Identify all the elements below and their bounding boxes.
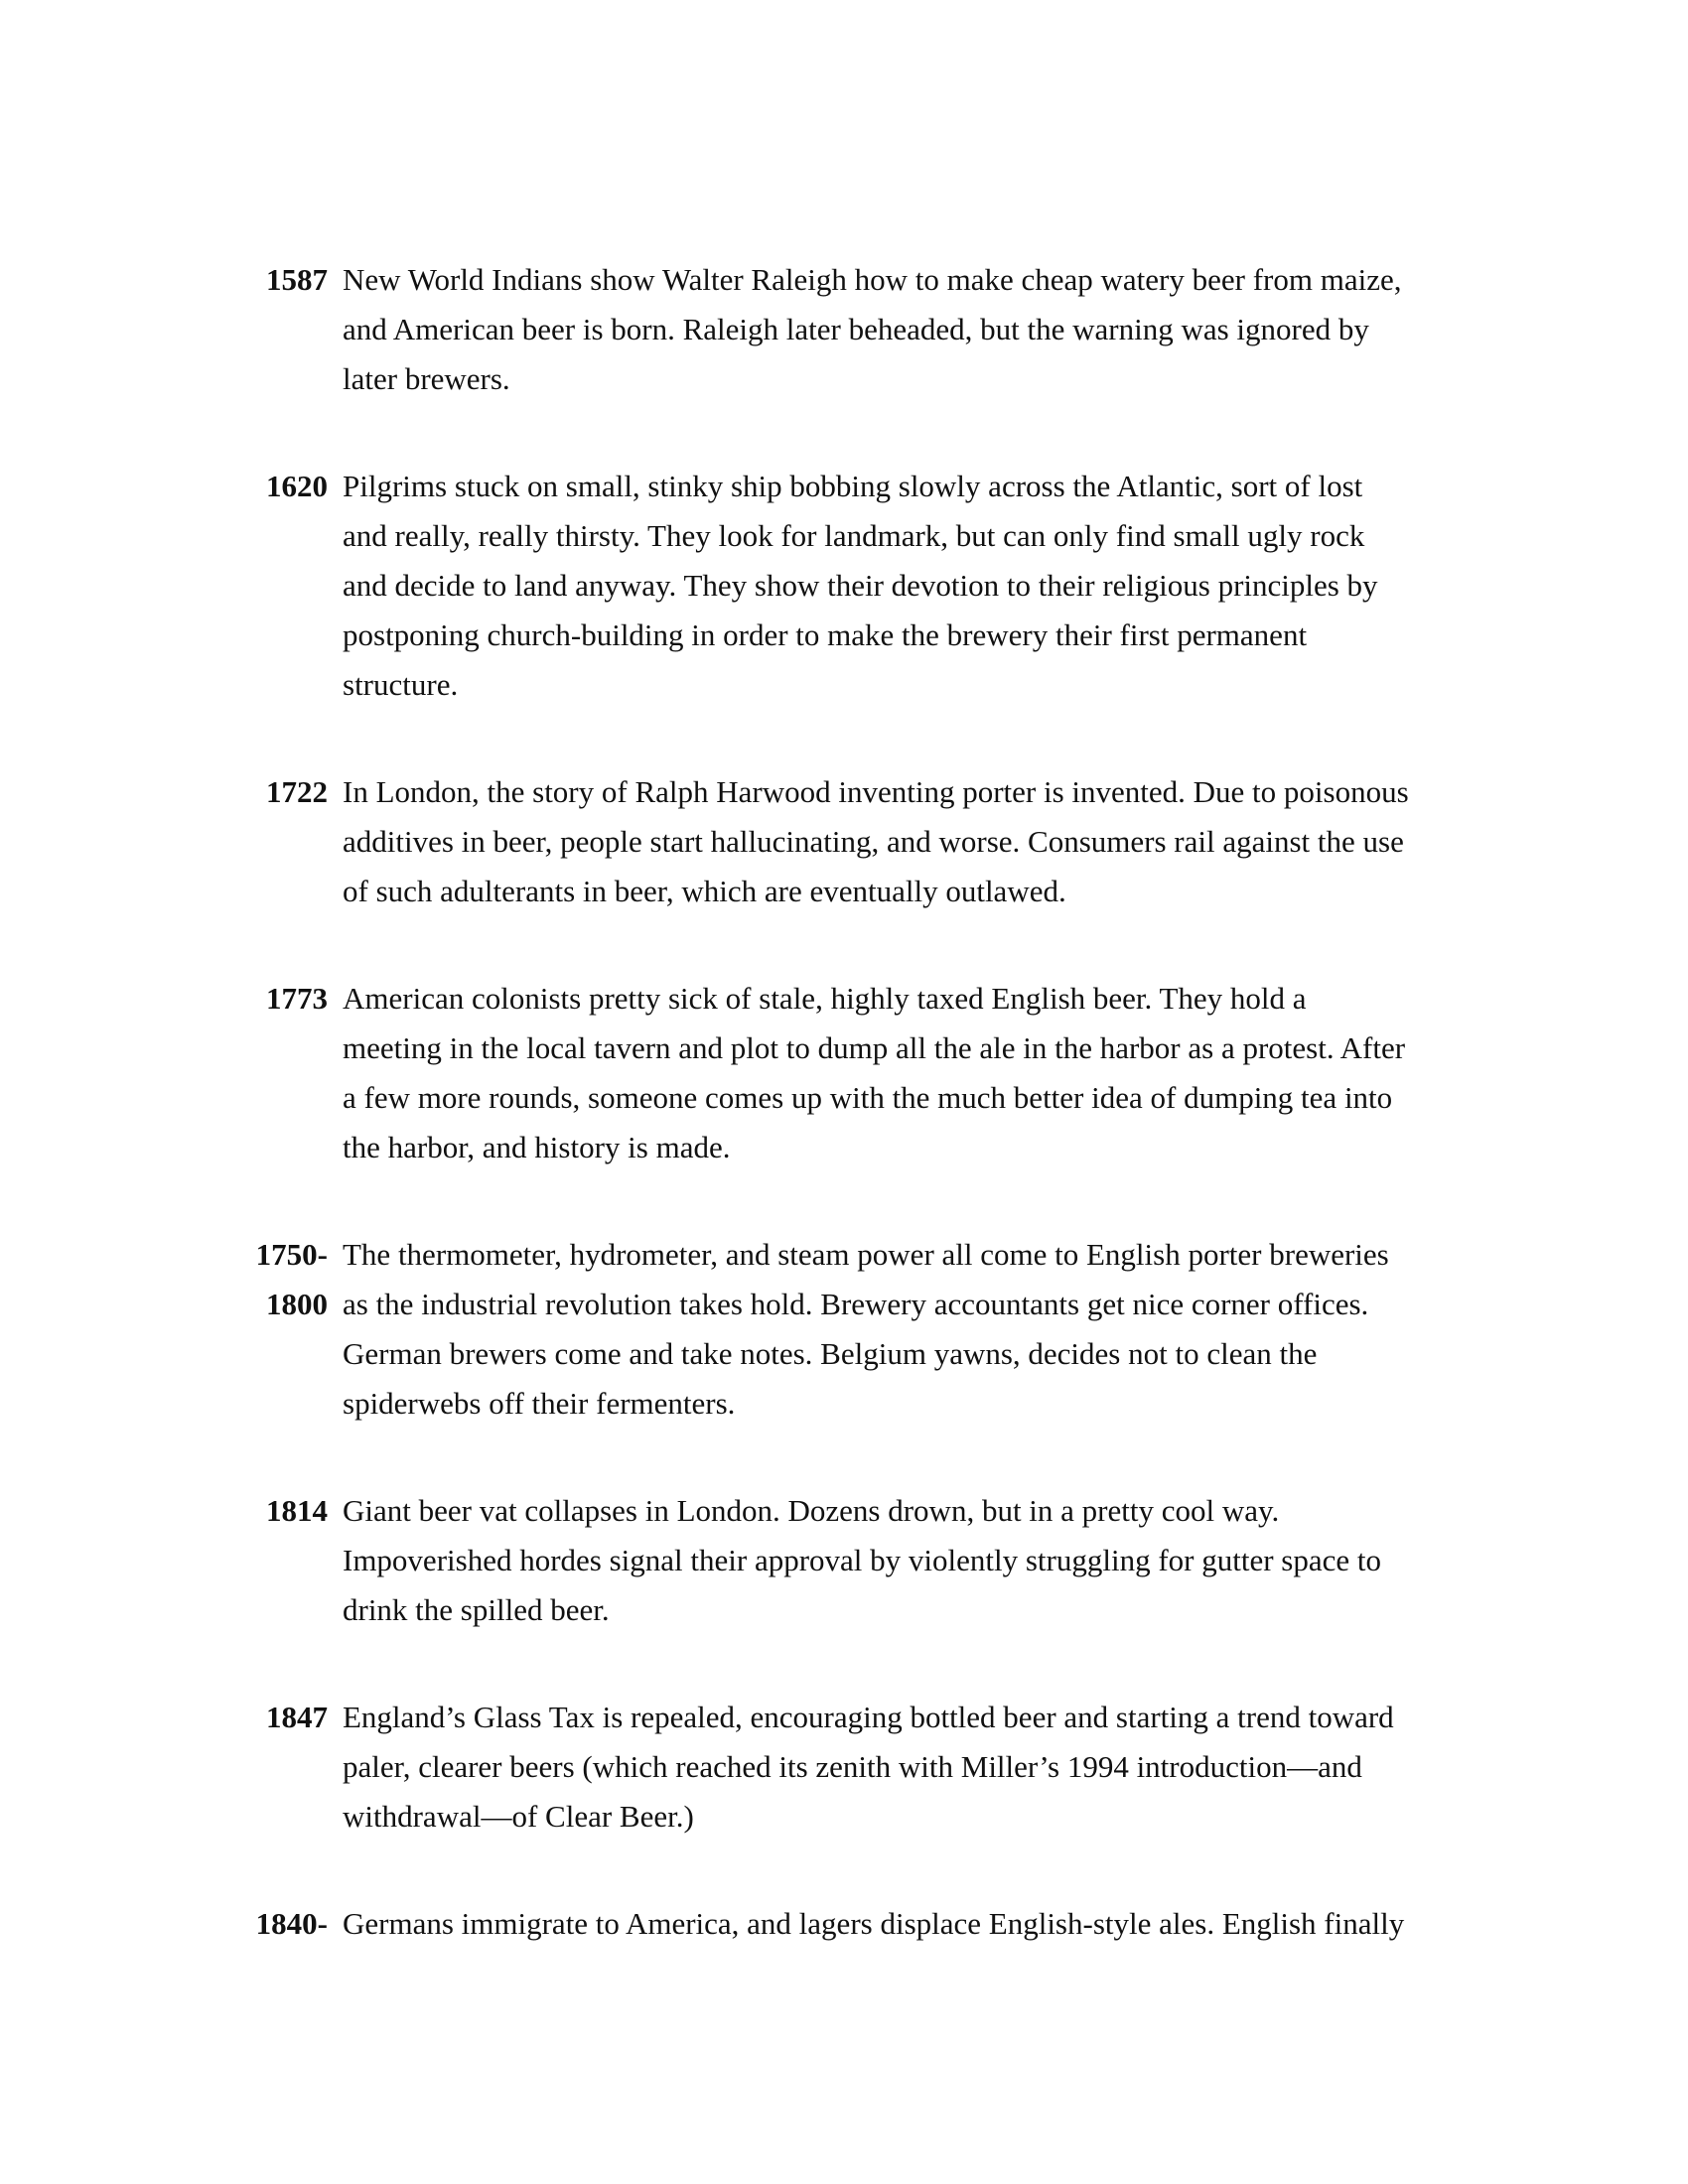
entry-year	[238, 974, 328, 1024]
entry-text	[343, 255, 1499, 404]
entry-text	[343, 767, 1499, 916]
text-line: meeting in the local tavern and plot to dump all the ale in the harbor as a protest. After	[343, 1030, 1406, 1065]
entry-year	[238, 462, 328, 511]
entry-year	[238, 1899, 328, 1949]
entry-year	[238, 1230, 328, 1329]
year-line: 1814	[266, 1493, 328, 1528]
text-line: withdrawal—of Clear Beer.)	[343, 1799, 694, 1834]
text-line: The thermometer, hydrometer, and steam power all come to English porter breweries	[343, 1237, 1389, 1272]
text-line: later brewers.	[343, 361, 510, 396]
entry-text	[343, 1899, 1499, 1949]
text-line: additives in beer, people start hallucinating, and worse. Consumers rail against the use	[343, 824, 1404, 859]
entry-text	[343, 974, 1499, 1172]
text-line: as the industrial revolution takes hold. Brewery accountants get nice corner offices.	[343, 1287, 1369, 1321]
entry-year	[238, 1486, 328, 1536]
text-line: of such adulterants in beer, which are eventually outlawed.	[343, 874, 1066, 908]
year-line: 1722	[266, 774, 328, 809]
text-line: New World Indians show Walter Raleigh how to make cheap watery beer from maize,	[343, 262, 1402, 297]
text-line: spiderwebs off their fermenters.	[343, 1386, 736, 1421]
text-line: and decide to land anyway. They show their devotion to their religious principles by	[343, 568, 1378, 603]
entry-year	[238, 767, 328, 817]
text-line: paler, clearer beers (which reached its zenith with Miller’s 1994 introduction—and	[343, 1749, 1362, 1784]
text-line: German brewers come and take notes. Belgium yawns, decides not to clean the	[343, 1336, 1318, 1371]
year-line: 1847	[266, 1700, 328, 1734]
text-line: Germans immigrate to America, and lagers displace English-style ales. English finally	[343, 1906, 1405, 1941]
text-line: American colonists pretty sick of stale, highly taxed English beer. They hold a	[343, 981, 1307, 1016]
entry-text	[343, 462, 1499, 710]
entry-year	[238, 1693, 328, 1742]
text-line: Giant beer vat collapses in London. Dozens drown, but in a pretty cool way.	[343, 1493, 1280, 1528]
year-line: 1750-	[255, 1237, 328, 1272]
year-line: 1773	[266, 981, 328, 1016]
text-line: and American beer is born. Raleigh later beheaded, but the warning was ignored by	[343, 312, 1369, 346]
entry-year	[238, 255, 328, 305]
entry-text	[343, 1230, 1499, 1429]
text-line: England’s Glass Tax is repealed, encouraging bottled beer and starting a trend toward	[343, 1700, 1394, 1734]
text-line: structure.	[343, 667, 459, 702]
year-line: 1620	[266, 469, 328, 503]
text-line: and really, really thirsty. They look for landmark, but can only find small ugly rock	[343, 518, 1365, 553]
text-line: In London, the story of Ralph Harwood inventing porter is invented. Due to poisonous	[343, 774, 1409, 809]
text-line: Impoverished hordes signal their approval by violently struggling for gutter space to	[343, 1543, 1382, 1577]
text-line: Pilgrims stuck on small, stinky ship bobbing slowly across the Atlantic, sort of lost	[343, 469, 1363, 503]
entry-text	[343, 1693, 1499, 1842]
text-line: postponing church-building in order to make the brewery their first permanent	[343, 617, 1308, 652]
year-line: 1840-	[255, 1906, 328, 1941]
text-line: a few more rounds, someone comes up with the much better idea of dumping tea into	[343, 1080, 1393, 1115]
text-line: drink the spilled beer.	[343, 1592, 610, 1627]
year-line: 1587	[266, 262, 328, 297]
entry-text	[343, 1486, 1499, 1635]
year-line: 1800	[266, 1287, 328, 1321]
text-line: the harbor, and history is made.	[343, 1130, 731, 1164]
